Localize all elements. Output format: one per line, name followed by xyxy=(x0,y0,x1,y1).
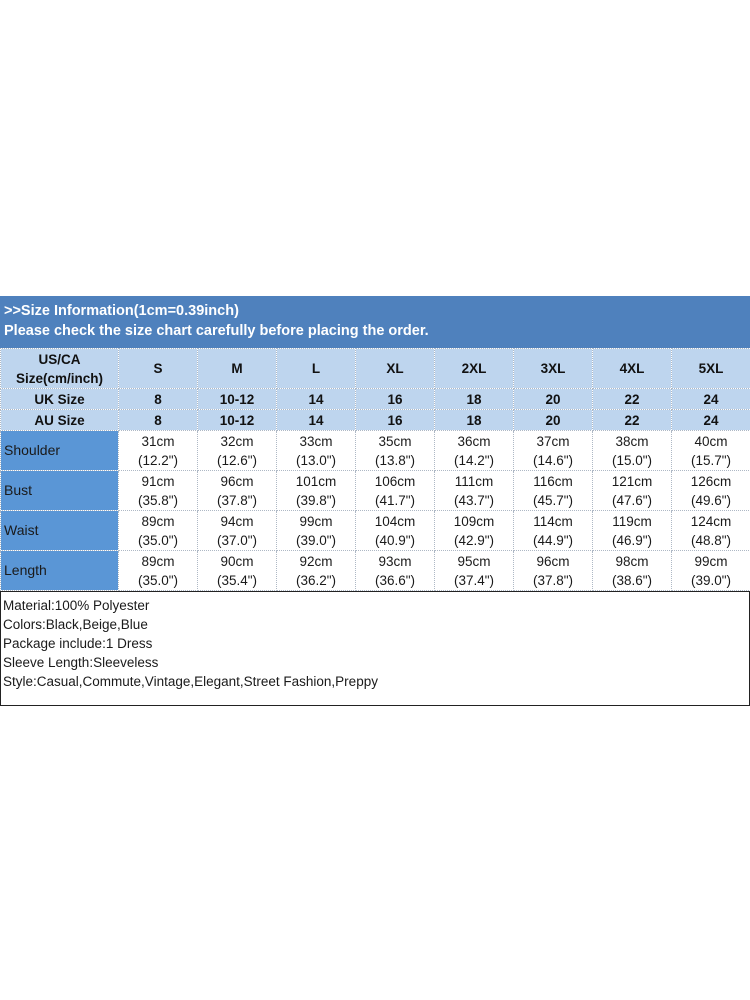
au-size-row xyxy=(1,410,750,431)
inch-value: (14.6") xyxy=(532,452,574,468)
uk-size-cell: 20 xyxy=(514,389,593,410)
size-cell: M xyxy=(198,349,277,389)
inch-value: (47.6") xyxy=(611,492,653,508)
size-cell: L xyxy=(277,349,356,389)
measurement-label: Waist xyxy=(1,511,119,551)
inch-value: (39.0") xyxy=(690,572,732,588)
cm-value: 119cm xyxy=(612,513,652,529)
measurement-cell xyxy=(593,471,672,511)
inch-value: (13.8") xyxy=(374,452,416,468)
measurement-cell xyxy=(119,471,198,511)
measurement-cell xyxy=(277,431,356,471)
measurement-cell xyxy=(593,511,672,551)
size-table xyxy=(0,348,750,591)
uk-size-cell: 22 xyxy=(593,389,672,410)
inch-value: (49.6") xyxy=(690,492,732,508)
cm-value: 99cm xyxy=(694,553,728,569)
au-size-cell: 10-12 xyxy=(198,410,277,431)
inch-value: (36.6") xyxy=(374,572,416,588)
cm-value: 101cm xyxy=(295,473,337,489)
cm-value: 36cm xyxy=(457,433,491,449)
inch-value: (15.7") xyxy=(690,452,732,468)
inch-value: (35.0") xyxy=(137,532,179,548)
inch-value: (37.8") xyxy=(216,492,258,508)
measurement-cell xyxy=(198,431,277,471)
package-text: Package include:1 Dress xyxy=(3,636,153,651)
cm-value: 124cm xyxy=(690,513,732,529)
inch-value: (14.2") xyxy=(453,452,495,468)
inch-value: (42.9") xyxy=(453,532,495,548)
inch-value: (44.9") xyxy=(532,532,574,548)
cm-value: 94cm xyxy=(220,513,254,529)
cm-value: 96cm xyxy=(220,473,254,489)
measurement-cell xyxy=(277,471,356,511)
colors-text: Colors:Black,Beige,Blue xyxy=(3,617,148,632)
cm-value: 96cm xyxy=(536,553,570,569)
cm-value: 114cm xyxy=(533,513,573,529)
size-cell: 3XL xyxy=(514,349,593,389)
cm-value: 91cm xyxy=(141,473,175,489)
cm-value: 104cm xyxy=(374,513,416,529)
cm-value: 37cm xyxy=(536,433,570,449)
size-cell: 2XL xyxy=(435,349,514,389)
cm-value: 121cm xyxy=(611,473,653,489)
size-cell: S xyxy=(119,349,198,389)
measurement-cell xyxy=(356,551,435,591)
uk-size-label: UK Size xyxy=(1,389,119,410)
inch-value: (13.0") xyxy=(295,452,337,468)
inch-value: (38.6") xyxy=(611,572,653,588)
measurement-row-shoulder xyxy=(1,431,750,471)
measurement-cell xyxy=(514,471,593,511)
au-size-cell: 8 xyxy=(119,410,198,431)
au-size-cell: 18 xyxy=(435,410,514,431)
au-size-label: AU Size xyxy=(1,410,119,431)
cm-value: 31cm xyxy=(141,433,175,449)
inch-value: (12.6") xyxy=(216,452,258,468)
measurement-cell xyxy=(672,431,750,471)
cm-value: 89cm xyxy=(141,553,175,569)
inch-value: (48.8") xyxy=(690,532,732,548)
cm-value: 116cm xyxy=(533,473,573,489)
inch-value: (43.7") xyxy=(453,492,495,508)
cm-value: 89cm xyxy=(141,513,175,529)
measurement-cell xyxy=(593,431,672,471)
measurement-cell xyxy=(356,511,435,551)
inch-value: (41.7") xyxy=(374,492,416,508)
measurement-cell xyxy=(119,551,198,591)
inch-value: (39.0") xyxy=(295,532,337,548)
measurement-label: Bust xyxy=(1,471,119,511)
inch-value: (46.9") xyxy=(611,532,653,548)
measurement-cell xyxy=(435,431,514,471)
uk-size-cell: 18 xyxy=(435,389,514,410)
cm-value: 111cm xyxy=(454,473,494,489)
uk-size-row xyxy=(1,389,750,410)
measurement-cell xyxy=(514,511,593,551)
au-size-cell: 24 xyxy=(672,410,750,431)
measurement-cell xyxy=(593,551,672,591)
cm-value: 98cm xyxy=(615,553,649,569)
measurement-cell xyxy=(198,551,277,591)
product-details xyxy=(0,591,750,706)
measurement-cell xyxy=(435,551,514,591)
measurement-label: Shoulder xyxy=(1,431,119,471)
measurement-cell xyxy=(277,511,356,551)
size-info-title: >>Size Information(1cm=0.39inch) xyxy=(4,303,239,319)
cm-value: 126cm xyxy=(690,473,732,489)
measurement-cell xyxy=(672,551,750,591)
measurement-row-length xyxy=(1,551,750,591)
cm-value: 35cm xyxy=(378,433,412,449)
inch-value: (12.2") xyxy=(137,452,179,468)
cm-value: 106cm xyxy=(374,473,416,489)
measurement-cell xyxy=(514,431,593,471)
measurement-cell xyxy=(672,511,750,551)
measurement-cell xyxy=(356,431,435,471)
measurement-cell xyxy=(198,471,277,511)
inch-value: (37.0") xyxy=(216,532,258,548)
inch-value: (35.8") xyxy=(137,492,179,508)
inch-value: (36.2") xyxy=(295,572,337,588)
au-size-cell: 20 xyxy=(514,410,593,431)
measurement-cell xyxy=(514,551,593,591)
measurement-cell xyxy=(356,471,435,511)
measurement-label: Length xyxy=(1,551,119,591)
cm-value: 99cm xyxy=(299,513,333,529)
au-size-cell: 16 xyxy=(356,410,435,431)
uk-size-cell: 14 xyxy=(277,389,356,410)
inch-value: (35.4") xyxy=(216,572,258,588)
size-cell: 4XL xyxy=(593,349,672,389)
cm-value: 90cm xyxy=(220,553,254,569)
uk-size-cell: 10-12 xyxy=(198,389,277,410)
us-ca-size-label: US/CA Size(cm/inch) xyxy=(1,349,119,389)
size-info-header xyxy=(0,296,750,348)
measurement-cell xyxy=(435,511,514,551)
measurement-cell xyxy=(435,471,514,511)
cm-value: 93cm xyxy=(378,553,412,569)
measurement-row-bust xyxy=(1,471,750,511)
sleeve-length-text: Sleeve Length:Sleeveless xyxy=(3,655,159,670)
us-ca-size-row xyxy=(1,349,750,389)
size-cell: XL xyxy=(356,349,435,389)
cm-value: 95cm xyxy=(457,553,491,569)
measurement-row-waist xyxy=(1,511,750,551)
au-size-cell: 22 xyxy=(593,410,672,431)
cm-value: 38cm xyxy=(615,433,649,449)
material-text: Material:100% Polyester xyxy=(3,598,150,613)
uk-size-cell: 8 xyxy=(119,389,198,410)
inch-value: (35.0") xyxy=(137,572,179,588)
measurement-cell xyxy=(198,511,277,551)
measurement-cell xyxy=(277,551,356,591)
inch-value: (45.7") xyxy=(532,492,574,508)
style-text: Style:Casual,Commute,Vintage,Elegant,Street Fashion,Preppy xyxy=(3,674,378,689)
cm-value: 40cm xyxy=(694,433,728,449)
inch-value: (15.0") xyxy=(611,452,653,468)
uk-size-cell: 16 xyxy=(356,389,435,410)
inch-value: (37.4") xyxy=(453,572,495,588)
measurement-cell xyxy=(119,431,198,471)
measurement-cell xyxy=(119,511,198,551)
cm-value: 33cm xyxy=(299,433,333,449)
cm-value: 32cm xyxy=(220,433,254,449)
measurement-cell xyxy=(672,471,750,511)
uk-size-cell: 24 xyxy=(672,389,750,410)
cm-value: 92cm xyxy=(299,553,333,569)
inch-value: (37.8") xyxy=(532,572,574,588)
size-chart xyxy=(0,296,750,706)
size-cell: 5XL xyxy=(672,349,750,389)
order-notice: Please check the size chart carefully before placing the order. xyxy=(4,323,429,339)
inch-value: (40.9") xyxy=(374,532,416,548)
cm-value: 109cm xyxy=(453,513,495,529)
au-size-cell: 14 xyxy=(277,410,356,431)
inch-value: (39.8") xyxy=(295,492,337,508)
